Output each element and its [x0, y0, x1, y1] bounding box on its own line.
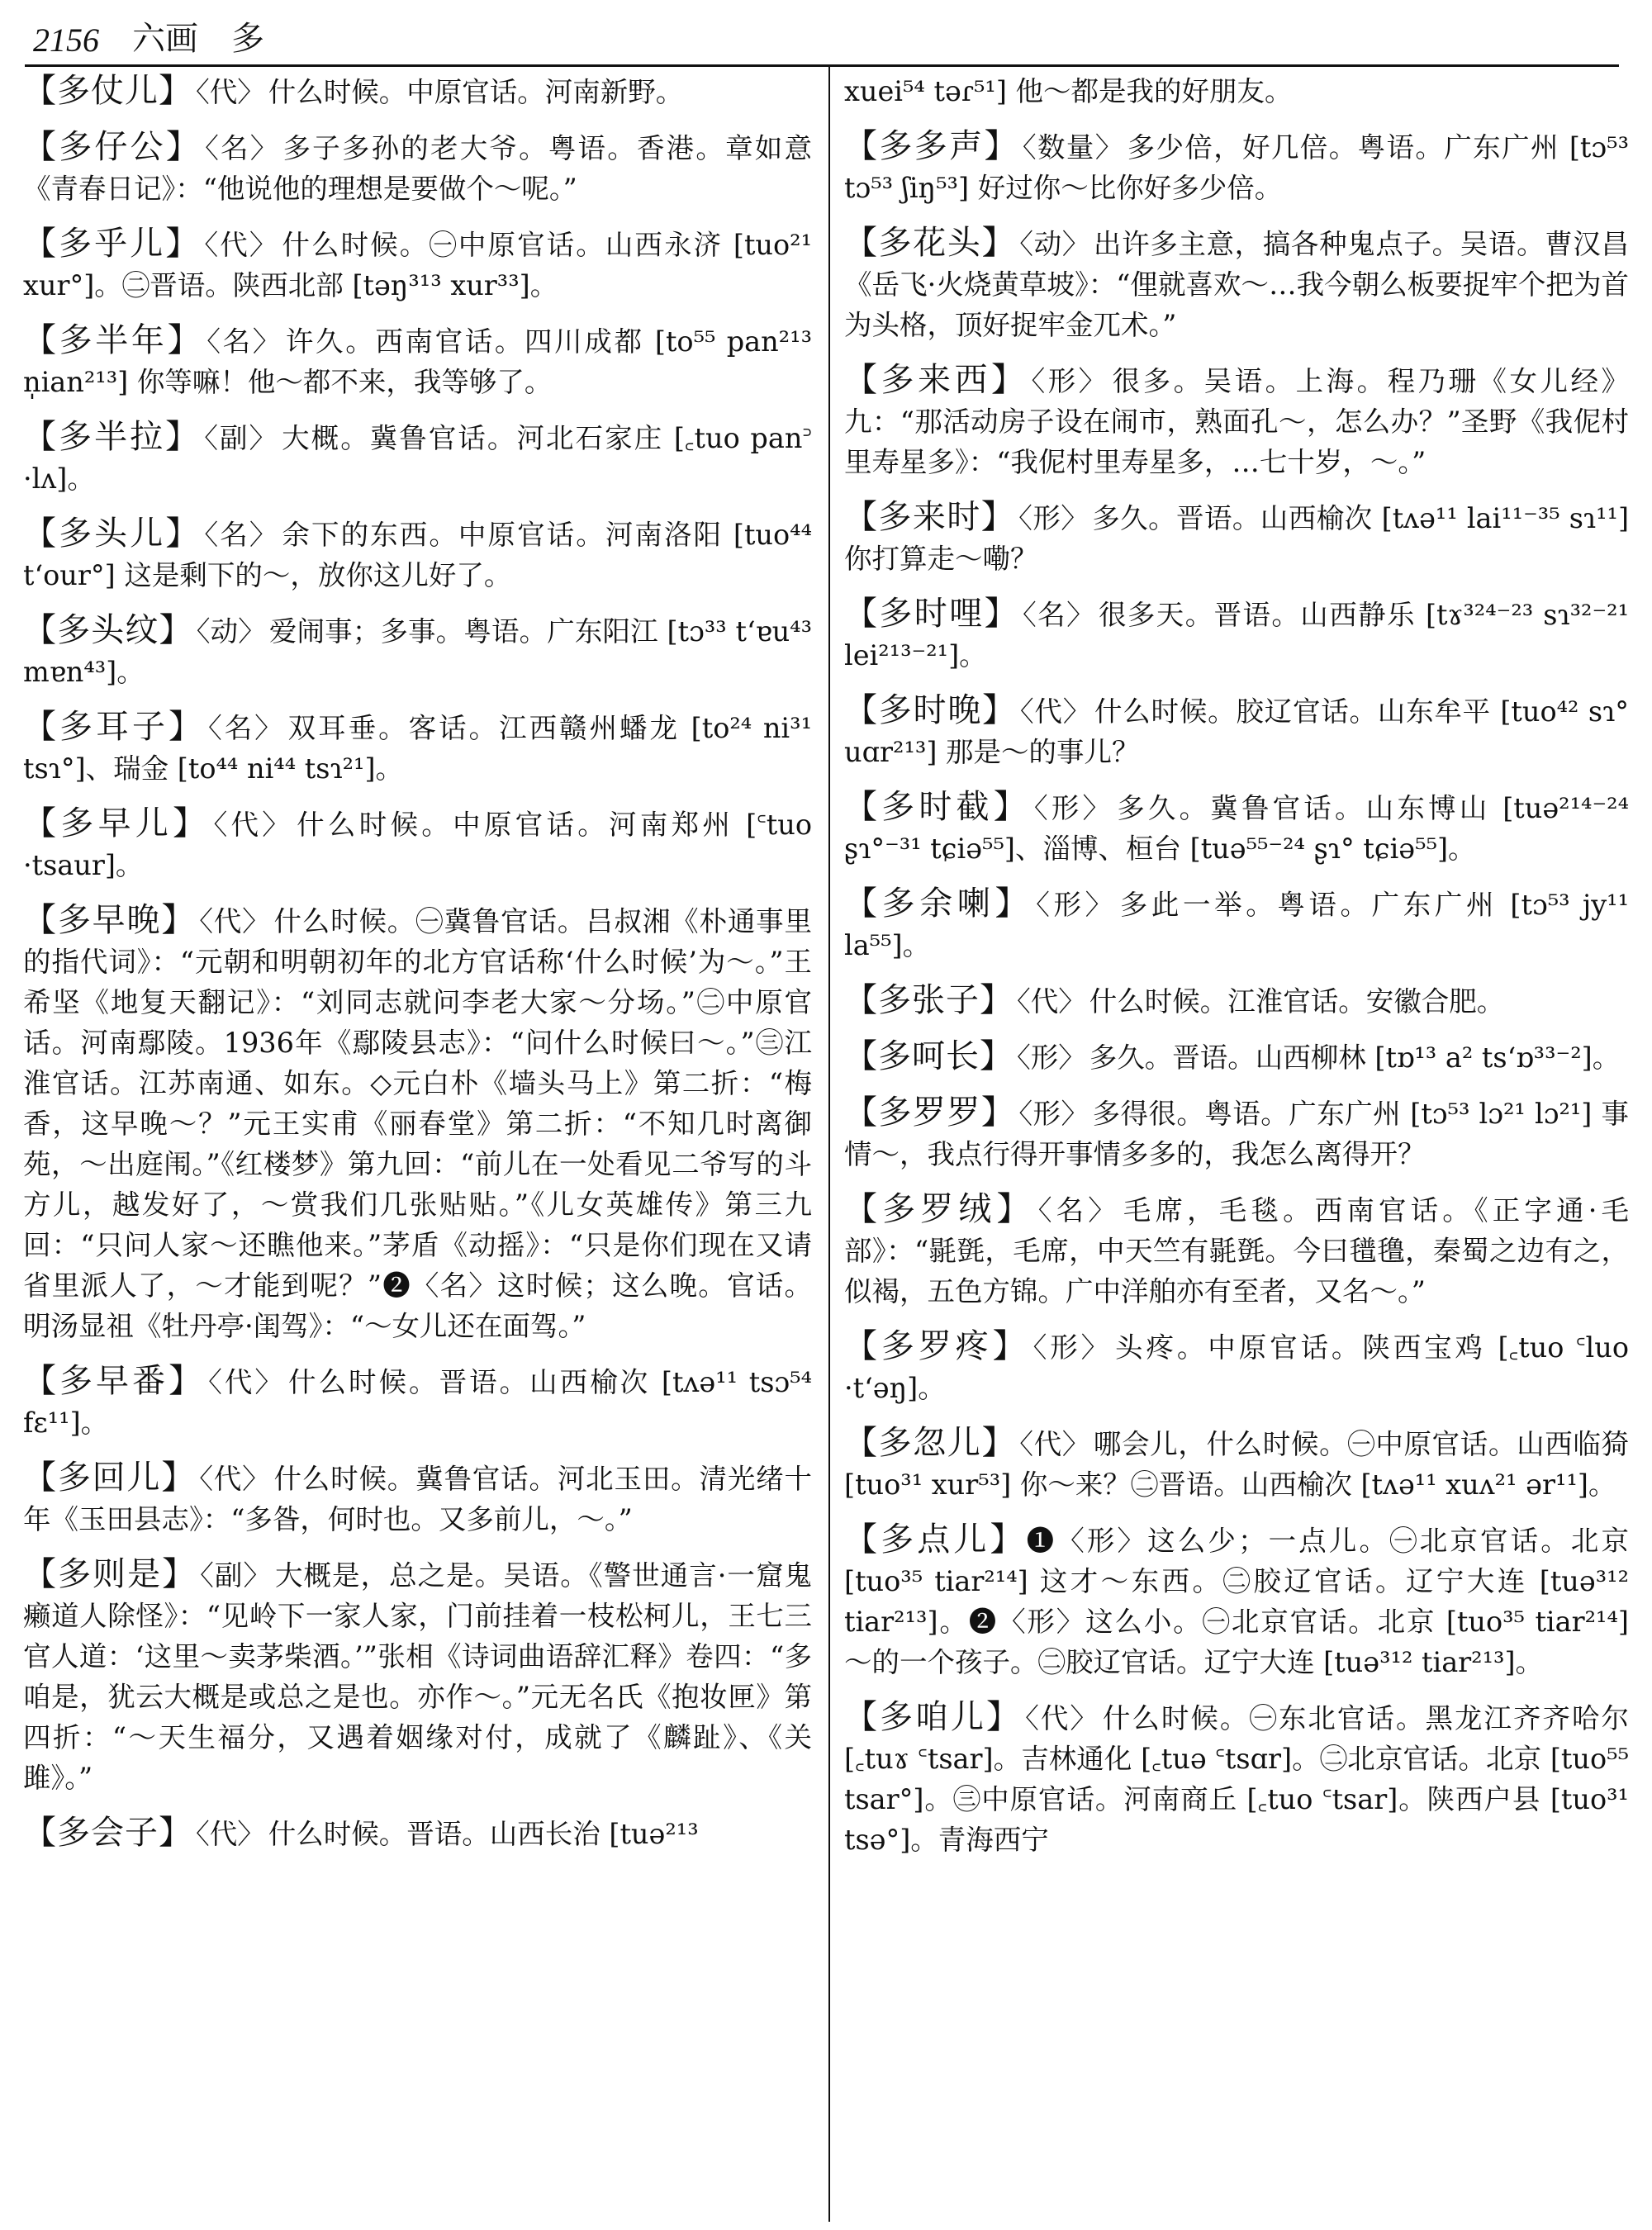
dictionary-entry — [23, 417, 812, 499]
entry-part-of-speech: 〈形〉 — [1033, 792, 1114, 824]
dictionary-entry — [23, 514, 812, 595]
entry-headword: 【多耳子】 — [23, 708, 205, 746]
entry-part-of-speech: 〈名〉 — [204, 519, 279, 551]
entry-headword: 【多早儿】 — [23, 804, 211, 842]
entry-headword: 【多罗疼】 — [844, 1327, 1030, 1365]
entry-headword: 【多乎儿】 — [23, 225, 202, 263]
entry-definition: 多久。冀鲁官话。山东博山 [tuə²¹⁴⁻²⁴ ʂɿ°⁻³¹ tɕiə⁵⁵]、淄博、桓台 [tuə⁵⁵⁻²⁴ ʂɿ° tɕiə⁵⁵]。 — [844, 792, 1629, 865]
dictionary-entry — [23, 71, 812, 112]
entry-part-of-speech: 〈名〉 — [207, 712, 285, 744]
dictionary-entry — [844, 1037, 1629, 1078]
entry-headword: 【多呵长】 — [844, 1037, 1014, 1075]
dictionary-entry — [844, 690, 1629, 772]
entry-definition: 什么时候。中原官话。河南郑州 [꜂tuo ·tsaur]。 — [23, 809, 813, 881]
entry-part-of-speech: 〈代〉 — [1019, 695, 1091, 728]
entry-headword: 【多半年】 — [23, 321, 204, 359]
dictionary-entry — [844, 980, 1629, 1022]
entry-headword: 【多罗罗】 — [844, 1094, 1016, 1132]
entry-headword: 【多仔公】 — [23, 128, 202, 166]
entry-part-of-speech: 〈形〉 — [1018, 1098, 1089, 1130]
entry-part-of-speech: 〈名〉 — [1023, 599, 1095, 631]
entry-part-of-speech: 〈形〉 — [1031, 365, 1109, 397]
dictionary-entry — [844, 787, 1629, 869]
dictionary-entry — [844, 594, 1629, 676]
entry-headword: 【多半拉】 — [23, 418, 202, 456]
dictionary-entry — [844, 1520, 1629, 1682]
entry-definition: 多少倍，好几倍。粤语。广东广州 [tɔ⁵³ tɔ⁵³ ʃiŋ⁵³] 好过你～比你好多少倍。 — [844, 131, 1629, 204]
entry-headword: 【多头纹】 — [23, 611, 193, 649]
entry-headword: 【多时哩】 — [844, 595, 1020, 633]
dictionary-entry — [844, 360, 1629, 482]
entry-part-of-speech: 〈形〉 — [1017, 1041, 1086, 1074]
entry-part-of-speech: 〈代〉 — [196, 1818, 265, 1850]
dictionary-entry — [23, 127, 812, 209]
entry-part-of-speech: 〈动〉 — [196, 615, 266, 648]
entry-definition: 大概是，总之是。吴语。《警世通言·一窟鬼癞道人除怪》：“见岭下一家人家，门前挂着一枝松柯儿，王七三官人道：‘这里～卖茅柴酒。’”张相《诗词曲语辞汇释》卷四：“多咱是，犹云大概是或总之是也。亦作～。”元无名氏《抱妆匣》第四折：“～天生福分，又遇着姻缘对付，成就了《麟趾》、《关雎》。” — [23, 1559, 812, 1794]
entry-definition: 什么时候。㊀东北官话。黑龙江齐齐哈尔 [꜀tuɤ ꜂tsar]。吉林通化 [꜀tuə ꜂tsɑr]。㊁北京官话。北京 [tuo⁵⁵ tsar°]。㊂中原官话。河南商丘 [꜀tuo ꜂tsar]。陕西户县 [tuo³¹ tsə°]。青海西宁 — [844, 1702, 1630, 1856]
entry-part-of-speech: 〈名〉 — [1037, 1194, 1120, 1226]
dictionary-entry — [23, 1554, 812, 1798]
right-column — [844, 71, 1629, 1875]
entry-definition: 什么时候。中原官话。河南新野。 — [268, 76, 684, 108]
dictionary-entry — [844, 1697, 1629, 1860]
entry-part-of-speech: 〈形〉 — [1036, 889, 1117, 921]
entry-definition: 什么时候。晋语。山西榆次 [tʌə¹¹ tsɔ⁵⁴ fɛ¹¹]。 — [23, 1366, 813, 1439]
entry-part-of-speech: 〈代〉 — [213, 809, 294, 841]
entry-definition: 什么时候。㊀中原官话。山西永济 [tuo²¹ xur°]。㊁晋语。陕西北部 [təŋ³¹³ xur³³]。 — [23, 229, 813, 301]
dictionary-entry — [23, 707, 812, 789]
entry-definition: 什么时候。江淮官话。安徽合肥。 — [1089, 985, 1505, 1018]
page-header — [33, 18, 1619, 59]
entry-definition: ❶〈形〉这么少；一点儿。㊀北京官话。北京 [tuo³⁵ tiar²¹⁴] 这才～东西。㊁胶辽官话。辽宁大连 [tuə³¹² tiar²¹³]。❷〈形〉这么小。㊀北京官话。北京 [tuo³⁵ tiar²¹⁴] ～的一个孩子。㊁胶辽官话。辽宁大连 [tuə³¹² tiar²¹³]。 — [844, 1525, 1629, 1678]
entry-headword: 【多多声】 — [844, 127, 1019, 165]
dictionary-entry — [23, 1813, 812, 1854]
entry-headword: 【多回儿】 — [23, 1459, 197, 1497]
entry-part-of-speech: 〈代〉 — [196, 76, 265, 108]
entry-continuation — [844, 71, 1629, 112]
entry-headword: 【多来西】 — [844, 361, 1028, 399]
dictionary-entry — [23, 320, 812, 402]
page-number: 2156 — [33, 21, 99, 59]
entry-part-of-speech: 〈副〉 — [200, 1559, 272, 1592]
dictionary-entry — [844, 223, 1629, 345]
entry-definition: 多久。晋语。山西柳林 [tɒ¹³ a² tsʻɒ³³⁻²]。 — [1089, 1041, 1621, 1074]
entry-definition: 什么时候。晋语。山西长治 [tuə²¹³ — [268, 1818, 699, 1850]
dictionary-entry — [23, 610, 812, 692]
entry-headword: 【多早番】 — [23, 1362, 206, 1400]
entry-part-of-speech: 〈动〉 — [1019, 228, 1090, 260]
entry-definition: 多子多孙的老大爷。粤语。香港。章如意《青春日记》：“他说他的理想是要做个～呢。” — [23, 132, 813, 205]
entry-headword: 【多时晚】 — [844, 691, 1017, 729]
dictionary-entry — [844, 126, 1629, 208]
entry-definition: 多得很。粤语。广东广州 [tɔ⁵³ lɔ²¹ lɔ²¹] 事情～，我点行得开事情多多的，我怎么离得开？ — [844, 1098, 1629, 1170]
entry-definition: 多久。晋语。山西榆次 [tʌə¹¹ lai¹¹⁻³⁵ sɿ¹¹] 你打算走～嘞？ — [844, 502, 1630, 575]
entry-part-of-speech: 〈代〉 — [1025, 1702, 1099, 1734]
entry-headword: 【多时截】 — [844, 788, 1031, 826]
entry-part-of-speech: 〈代〉 — [1019, 1428, 1090, 1460]
entry-definition: 很多。吴语。上海。程乃珊《女儿经》九：“那活动房子设在闹市，熟面孔～，怎么办？”圣野《我伲村里寿星多》：“我伲村里寿星多，…七十岁，～。” — [844, 365, 1630, 478]
dictionary-entry — [844, 497, 1629, 579]
entry-part-of-speech: 〈名〉 — [206, 325, 282, 358]
section-title: 六画 — [132, 20, 198, 58]
entry-definition: 多此一举。粤语。广东广州 [tɔ⁵³ jy¹¹ la⁵⁵]。 — [844, 889, 1630, 961]
entry-headword: 【多仗儿】 — [23, 72, 192, 110]
entry-headword: 【多罗绒】 — [844, 1190, 1035, 1228]
entry-definition: 什么时候。㊀冀鲁官话。吕叔湘《朴通事里的指代词》：“元朝和明朝初年的北方官话称‘什么时候’为～。”王希坚《地复天翻记》：“刘同志就问李老大家～分场。”㊁中原官话。河南鄢陵。1936年《鄢陵县志》：“问什么时候曰～。”㊂江淮官话。江苏南通、如东。◇元白朴《墙头马上》第二折：“梅香，这早晚～？”元王实甫《丽春堂》第二折：“不知几时离御苑，～出庭闱。”《红楼梦》第九回：“前儿在一处看见二爷写的斗方儿，越发好了，～赏我们几张贴贴。”《儿女英雄传》第三九回：“只问人家～还瞧他来。”茅盾《动摇》：“只是你们现在又请省里派人了，～才能到呢？”❷〈名〉这时候；这么晚。官话。明汤显祖《牡丹亭·闺驾》：“～女儿还在面驾。” — [23, 905, 813, 1342]
entry-definition: 余下的东西。中原官话。河南洛阳 [tuo⁴⁴ tʻour°] 这是剩下的～，放你这儿好了。 — [23, 519, 813, 591]
entry-definition: 爱闹事；多事。粤语。广东阳江 [tɔ³³ tʻɐu⁴³ mɐn⁴³]。 — [23, 615, 813, 688]
entry-definition: 什么时候。胶辽官话。山东牟平 [tuo⁴² sɿ° uɑr²¹³] 那是～的事儿？ — [844, 695, 1630, 768]
entry-definition: 毛席，毛毯。西南官话。《正字通·毛部》：“毾㲪，毛席，中天竺有毾㲪。今曰氆氇，秦蜀之边有之，似褐，五色方锦。广中洋舶亦有至者，又名～。” — [844, 1194, 1630, 1307]
dictionary-entry — [23, 224, 812, 306]
entry-headword: 【多则是】 — [23, 1555, 197, 1593]
entry-headword: 【多会子】 — [23, 1814, 192, 1852]
dictionary-entry — [844, 1423, 1629, 1505]
entry-part-of-speech: 〈数量〉 — [1022, 131, 1124, 164]
entry-definition: 头疼。中原官话。陕西宝鸡 [꜀tuo ꜂luo ·tʻəŋ]。 — [844, 1331, 1630, 1404]
entry-headword: 【多头儿】 — [23, 515, 202, 553]
dictionary-entry — [23, 900, 812, 1346]
entry-part-of-speech: 〈代〉 — [199, 905, 271, 937]
entry-definition: 双耳垂。客话。江西赣州蟠龙 [to²⁴ ni³¹ tsɿ°]、瑞金 [to⁴⁴ ni⁴⁴ tsɿ²¹]。 — [23, 712, 813, 785]
header-rule — [25, 64, 1619, 67]
entry-part-of-speech: 〈名〉 — [205, 132, 280, 164]
entry-definition: 大概。冀鲁官话。河北石家庄 [꜀tuo pan꜄ ·lʌ]。 — [23, 422, 813, 495]
dictionary-entry — [23, 1458, 812, 1540]
entry-definition: 什么时候。冀鲁官话。河北玉田。清光绪十年《玉田县志》：“多昝，何时也。又多前儿，～。” — [23, 1463, 813, 1535]
entry-definition: 很多天。晋语。山西静乐 [tɤ³²⁴⁻²³ sɿ³²⁻²¹ lei²¹³⁻²¹]。 — [844, 599, 1630, 671]
entry-part-of-speech: 〈形〉 — [1018, 502, 1089, 534]
dictionary-entry — [23, 804, 812, 885]
dictionary-entry — [844, 1326, 1629, 1408]
entry-definition: 出许多主意，搞各种鬼点子。吴语。曹汉昌《岳飞·火烧黄草坡》：“俚就喜欢～…我今朝么板要捉牢个把为首为头格，顶好捉牢金兀术。” — [844, 228, 1630, 341]
column-divider — [828, 66, 830, 2222]
entry-headword: 【多花头】 — [844, 224, 1017, 262]
left-column — [23, 71, 812, 1869]
entry-definition: xuei⁵⁴ təɾ⁵¹] 他～都是我的好朋友。 — [844, 75, 1293, 107]
entry-part-of-speech: 〈代〉 — [1017, 985, 1086, 1018]
entry-part-of-speech: 〈形〉 — [1032, 1331, 1113, 1364]
dictionary-entry — [23, 1361, 812, 1443]
entry-headword: 【多忽儿】 — [844, 1424, 1017, 1462]
entry-part-of-speech: 〈代〉 — [208, 1366, 285, 1398]
dictionary-entry — [844, 884, 1629, 966]
dictionary-entry — [844, 1093, 1629, 1174]
entry-headword: 【多早晚】 — [23, 901, 197, 939]
entry-definition: 许久。西南官话。四川成都 [to⁵⁵ pan²¹³ n̩ian²¹³] 你等嘛！他～都不来，我等够了。 — [23, 325, 813, 398]
entry-headword: 【多咱儿】 — [844, 1698, 1023, 1736]
section-char: 多 — [231, 20, 264, 58]
entry-part-of-speech: 〈副〉 — [204, 422, 279, 454]
entry-headword: 【多余喇】 — [844, 885, 1033, 923]
entry-headword: 【多来时】 — [844, 498, 1016, 536]
entry-headword: 【多点儿】 — [844, 1521, 1027, 1559]
entry-definition: 哪会儿，什么时候。㊀中原官话。山西临猗 [tuo³¹ xur⁵³] 你～来？㊁晋语。山西榆次 [tʌə¹¹ xuʌ²¹ ər¹¹]。 — [844, 1428, 1630, 1501]
entry-headword: 【多张子】 — [844, 981, 1014, 1019]
entry-part-of-speech: 〈代〉 — [204, 229, 279, 261]
entry-part-of-speech: 〈代〉 — [199, 1463, 271, 1495]
dictionary-entry — [844, 1189, 1629, 1312]
